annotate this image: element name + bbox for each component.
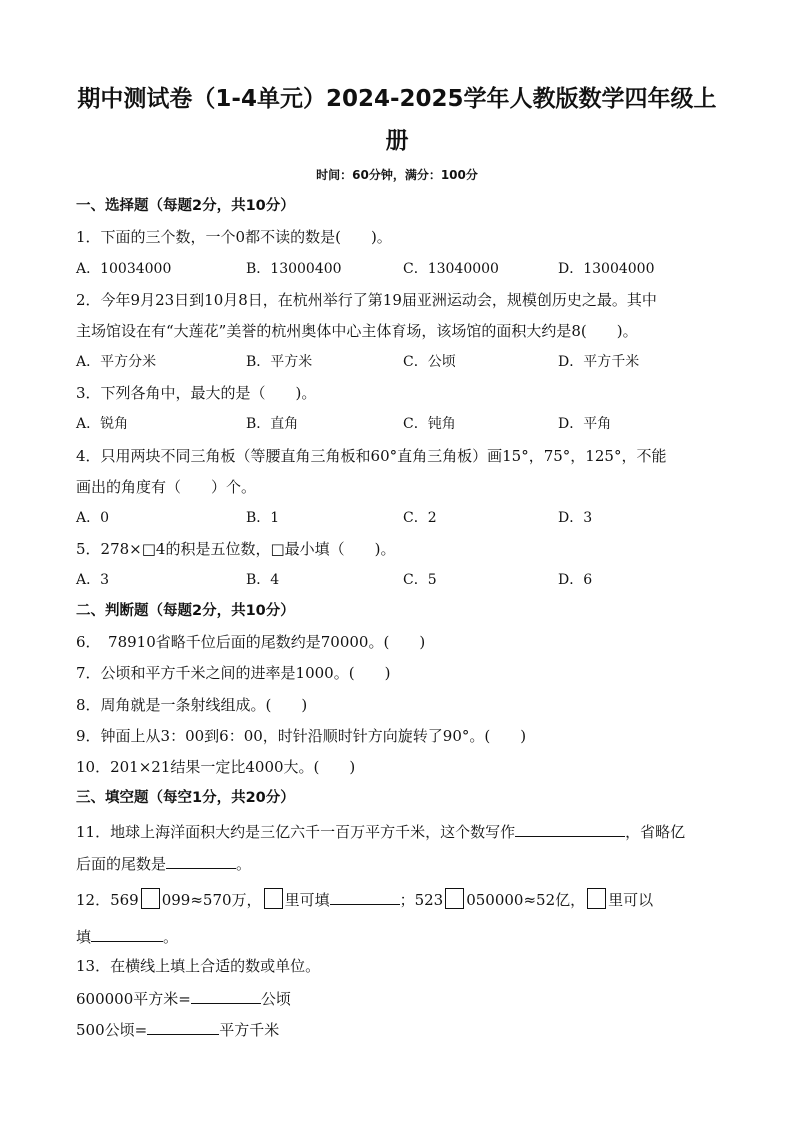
q11-text-2: 后面的尾数是: [76, 855, 167, 873]
question-5: 5．278×□4的积是五位数，□最小填（ )。: [76, 540, 396, 558]
q12-part-5: 050000≈52亿，: [466, 891, 586, 909]
q11-text: 11．地球上海洋面积大约是三亿六千一百万平方千米，这个数写作: [76, 823, 516, 841]
q12-digit-box-ref-2: [587, 888, 606, 909]
q5-option-b: B．4: [246, 572, 280, 588]
q11-text-2-end: 。: [236, 855, 252, 873]
question-1: 1．下面的三个数，一个0都不读的数是( )。: [76, 228, 392, 246]
q4-option-a: A．0: [76, 510, 110, 526]
q2-option-c: C．公顷: [403, 354, 456, 370]
question-6: 6． 78910省略千位后面的尾数约是70000。( ): [76, 633, 426, 651]
question-2-line2: 主场馆设在有“大莲花”美誉的杭州奥体中心主体育场，该场馆的面积大约是8( )。: [76, 322, 638, 340]
question-10: 10．201×21结果一定比4000大。( ): [76, 758, 356, 776]
section-choice-heading: 一、选择题（每题2分，共10分）: [76, 198, 295, 214]
q3-option-b: B．直角: [246, 416, 299, 432]
q12-part-6: 里可以: [608, 891, 654, 909]
q2-option-a: A．平方分米: [76, 354, 157, 370]
q11-text-end: ，省略亿: [625, 823, 686, 841]
q1-option-d: D．13004000: [558, 261, 655, 277]
page-title: 期中测试卷（1-4单元）2024-2025学年人教版数学四年级上: [77, 86, 717, 112]
page-title-continued: 册: [385, 128, 409, 154]
q3-option-d: D．平角: [558, 416, 612, 432]
q12-digit-box-1[interactable]: [141, 888, 160, 909]
question-4-line1: 4．只用两块不同三角板（等腰直角三角板和60°直角三角板）画15°，75°，125°，不能: [76, 447, 667, 465]
q3-option-c: C．钝角: [403, 416, 456, 432]
exam-time-score: 时间：60分钟，满分：100分: [316, 168, 478, 182]
q5-option-a: A．3: [76, 572, 110, 588]
q13-item-a: [76, 987, 291, 1009]
q13-b-text: 500公顷=: [76, 1021, 148, 1039]
q1-option-a: A．10034000: [76, 261, 172, 277]
q2-option-d: D．平方千米: [558, 354, 640, 370]
q2-option-b: B．平方米: [246, 354, 313, 370]
q11-answer-blank-2[interactable]: [166, 852, 236, 869]
q13-answer-blank-a[interactable]: [191, 987, 261, 1004]
question-7: 7．公顷和平方千米之间的进率是1000。( ): [76, 664, 391, 682]
q4-option-b: B．1: [246, 510, 280, 526]
q12-digit-box-2[interactable]: [445, 888, 464, 909]
q12-part-4: ；523: [399, 891, 444, 909]
question-13: 13．在横线上填上合适的数或单位。: [76, 957, 321, 975]
q12-part-2: 099≈570万，: [161, 891, 262, 909]
q12-part-1: 12．569: [76, 891, 139, 909]
question-11-line2: [76, 852, 251, 874]
q13-a-unit: 公顷: [260, 990, 291, 1008]
q13-a-text: 600000平方米=: [76, 990, 191, 1008]
q12-line2-text: 填: [76, 928, 92, 946]
q12-line2-end: 。: [163, 928, 179, 946]
q13-answer-blank-b[interactable]: [147, 1018, 219, 1035]
q13-item-b: [76, 1018, 279, 1040]
question-12-line2: [76, 925, 178, 947]
question-4-line2: 画出的角度有（ ）个。: [76, 478, 257, 496]
q12-answer-blank-2[interactable]: [91, 925, 163, 942]
question-3: 3．下列各角中，最大的是（ )。: [76, 384, 317, 402]
q4-option-d: D．3: [558, 510, 593, 526]
q11-answer-blank-1[interactable]: [515, 820, 625, 837]
section-judge-heading: 二、判断题（每题2分，共10分）: [76, 603, 295, 619]
q5-option-c: C．5: [403, 572, 437, 588]
q1-option-c: C．13040000: [403, 261, 499, 277]
question-2-line1: 2．今年9月23日到10月8日，在杭州举行了第19届亚洲运动会，规模创历史之最。其中: [76, 291, 657, 309]
q5-option-d: D．6: [558, 572, 593, 588]
q12-digit-box-ref-1: [264, 888, 283, 909]
q1-option-b: B．13000400: [246, 261, 342, 277]
q12-part-3: 里可填: [284, 891, 330, 909]
q4-option-c: C．2: [403, 510, 437, 526]
q13-b-unit: 平方千米: [219, 1021, 280, 1039]
question-12-line1: [76, 888, 653, 910]
q3-option-a: A．锐角: [76, 416, 129, 432]
section-fill-heading: 三、填空题（每空1分，共20分）: [76, 790, 295, 806]
question-9: 9．钟面上从3：00到6：00，时针沿顺时针方向旋转了90°。( ): [76, 727, 527, 745]
question-8: 8．周角就是一条射线组成。( ): [76, 696, 308, 714]
q12-answer-blank-1[interactable]: [330, 888, 400, 905]
question-11-line1: [76, 820, 685, 842]
